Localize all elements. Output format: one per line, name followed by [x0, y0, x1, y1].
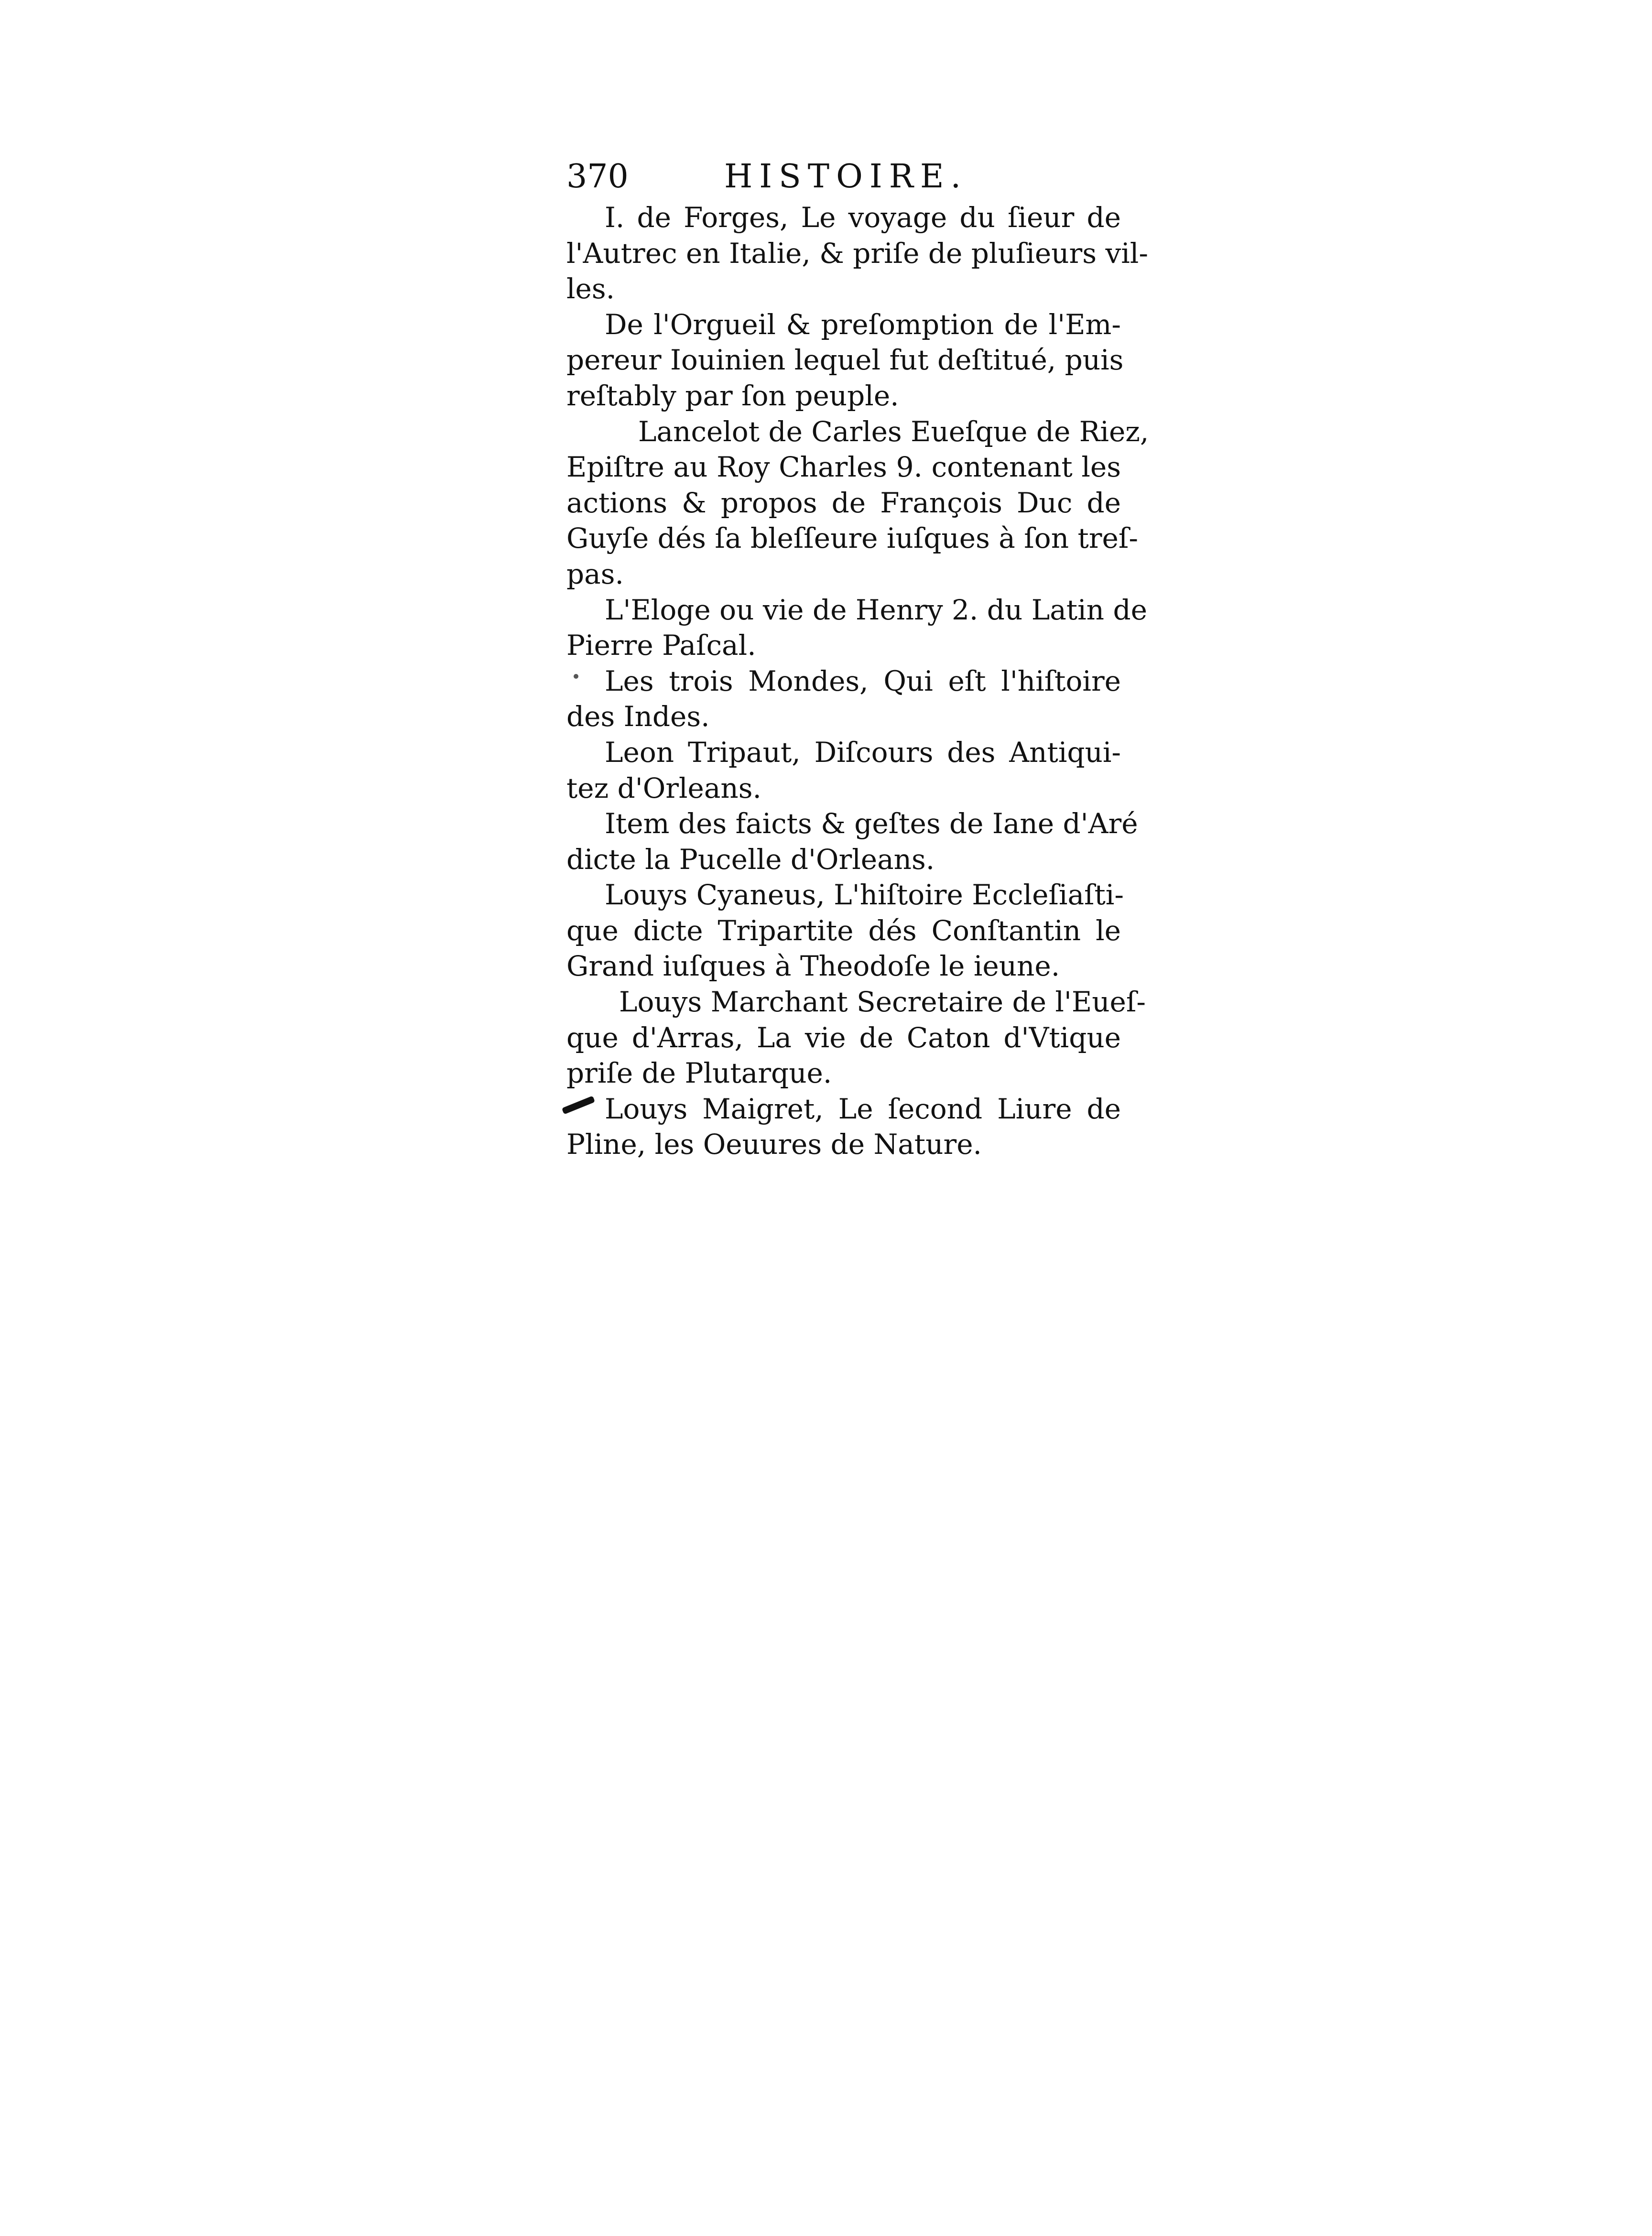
entry-line: Leon Tripaut, Diſcours des Antiqui-	[605, 736, 1121, 769]
entry-line: pas.	[566, 557, 624, 590]
entry-line: actions & propos de François Duc de	[566, 486, 1121, 519]
entry	[566, 877, 1124, 984]
entry	[566, 735, 1121, 806]
entry-line: tez d'Orleans.	[566, 771, 761, 804]
entry-list	[566, 200, 1149, 1162]
text-block	[566, 154, 1149, 1162]
entry	[566, 200, 1148, 307]
page-number: 370	[566, 158, 629, 195]
entry-line: Pline, les Oeuures de Nature.	[566, 1128, 982, 1161]
entry-line: Lancelot de Carles Eueſque de Riez,	[638, 415, 1149, 448]
entry-line: reſtably par ſon peuple.	[566, 379, 899, 412]
entry	[566, 307, 1124, 414]
entry-line: pereur Iouinien lequel fut deſtitué, puis	[566, 344, 1124, 377]
entry	[566, 592, 1147, 663]
entry	[566, 806, 1138, 877]
running-title: HISTOIRE.	[724, 158, 968, 195]
entry-line: des Indes.	[566, 700, 710, 733]
entry-line: Pierre Paſcal.	[566, 629, 756, 662]
entry-line: les.	[566, 272, 615, 305]
ink-speck	[574, 674, 578, 679]
running-head	[566, 154, 1121, 200]
entry-line: l'Autrec en Italie, & priſe de pluſieurs vil-	[566, 237, 1148, 270]
entry-line: que d'Arras, La vie de Caton d'Vtique	[566, 1021, 1121, 1054]
entry-line: Louys Cyaneus, L'hiſtoire Eccleſiaſti-	[605, 879, 1124, 912]
entry-line: Grand iuſques à Theodoſe le ieune.	[566, 950, 1060, 983]
entry-line: Louys Marchant Secretaire de l'Eueſ-	[619, 986, 1146, 1019]
entry-line: Les trois Mondes, Qui eſt l'hiſtoire	[605, 664, 1121, 697]
entry-line: priſe de Plutarque.	[566, 1057, 832, 1090]
entry-line: I. de Forges, Le voyage du ſieur de	[605, 201, 1121, 234]
entry-line: Item des faicts & geſtes de Iane d'Aré	[605, 807, 1138, 840]
entry-line: De l'Orgueil & preſomption de l'Em-	[605, 308, 1121, 341]
entry	[566, 663, 1121, 735]
entry	[566, 1091, 1121, 1162]
entry	[566, 414, 1149, 592]
entry-line: dicte la Pucelle d'Orleans.	[566, 843, 935, 876]
entry-line: L'Eloge ou vie de Henry 2. du Latin de	[605, 593, 1147, 626]
entry-line: que dicte Tripartite dés Conſtantin le	[566, 914, 1121, 947]
entry-line: Louys Maigret, Le ſecond Liure de	[605, 1092, 1121, 1125]
entry	[566, 984, 1146, 1091]
entry-line: Epiſtre au Roy Charles 9. contenant les	[566, 451, 1121, 484]
entry-line: Guyſe dés ſa bleſſeure iuſques à ſon treſ-	[566, 522, 1138, 555]
